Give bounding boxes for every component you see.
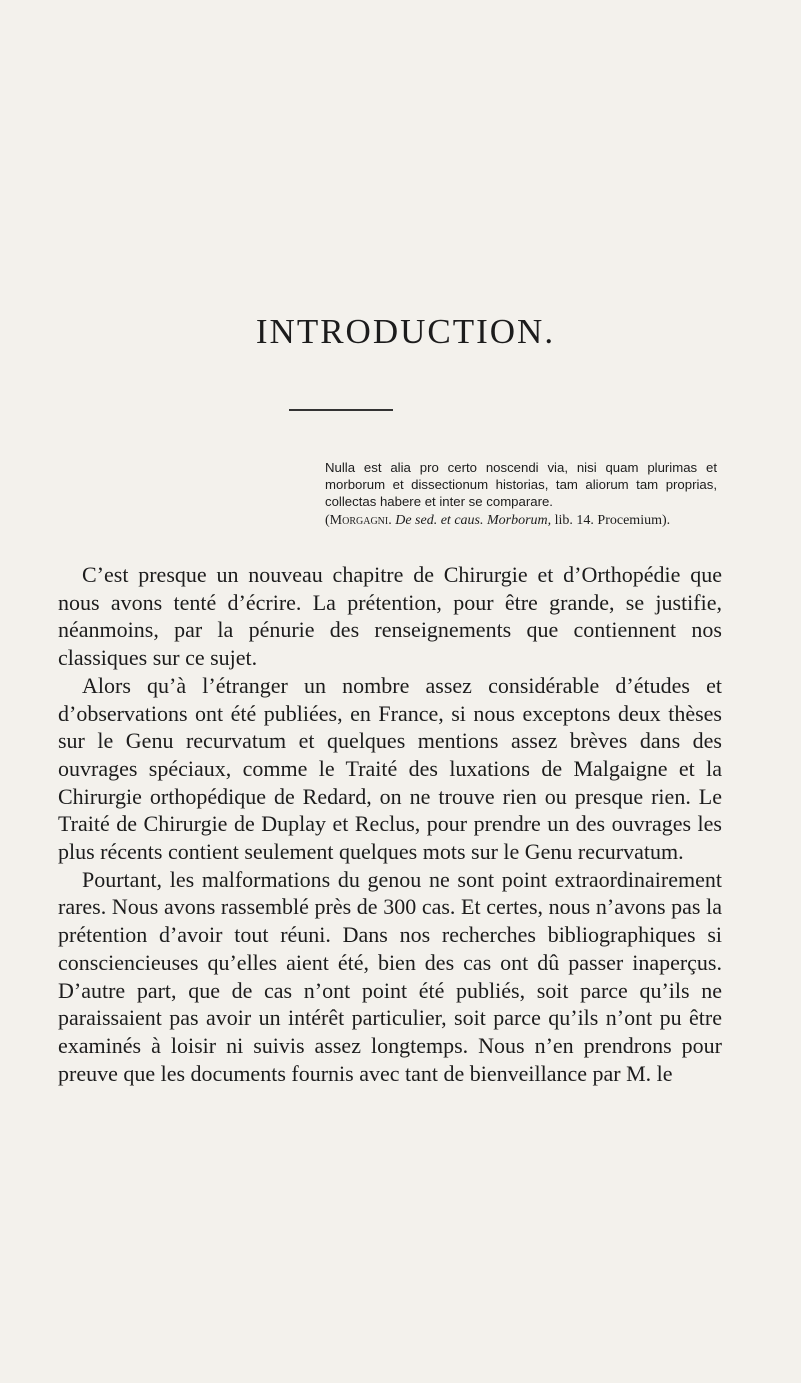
paragraph: Pourtant, les malformations du genou ne sont point extraordinairement rares. Nous avons rassemblé près de 300 cas. Et certes, nous n’avons pas la prétention d’avoir tout réuni. Dans nos recherches bibliographiques si consciencieuses qu’elles aient été, bien des cas ont dû passer inaperçus. D’autre part, que de cas n’ont point été publiés, soit parce qu’ils ne paraissaient pas avoir un intérêt particulier, soit parce qu’ils n’ont pu être examinés à loisir ni suivis assez longtemps. Nous n’en prendrons pour preuve que les documents fournis avec tant de bienveillance par M. le <box>58 866 722 1086</box>
epigraph-source <box>325 512 717 529</box>
epigraph-reference: lib. 14. Procemium). <box>554 513 671 528</box>
epigraph <box>325 459 717 529</box>
chapter-title: INTRODUCTION. <box>255 312 556 351</box>
paragraph: Alors qu’à l’étranger un nombre assez considérable d’études et d’observations ont été publiées, en France, si nous exceptons deux thèses sur le Genu recurvatum et quelques mentions assez brèves dans des ouvrages spéciaux, comme le Traité des luxations de Malgaigne et la Chirurgie orthopédique de Redard, on ne trouve rien ou presque rien. Le Traité de Chirurgie de Duplay et Reclus, pour prendre un des ouvrages les plus récents contient seulement quelques mots sur le Genu recurvatum. <box>58 672 722 865</box>
body-text <box>58 561 722 1087</box>
paragraph: C’est presque un nouveau chapitre de Chirurgie et d’Orthopédie que nous avons tenté d’écrire. La prétention, pour être grande, se justifie, néanmoins, par la pénurie des renseignements que contiennent nos classiques sur ce sujet. <box>58 562 722 671</box>
epigraph-quote: Nulla est alia pro certo noscendi via, nisi quam plurimas et morborum et dissectionum historias, tam aliorum tam proprias, collectas habere et inter se comparare. <box>325 460 717 509</box>
title-divider <box>289 409 393 411</box>
epigraph-source-open: ( <box>325 513 330 528</box>
epigraph-author: Morgagni. <box>329 513 392 528</box>
epigraph-work: De sed. et caus. Morborum, <box>395 513 552 528</box>
